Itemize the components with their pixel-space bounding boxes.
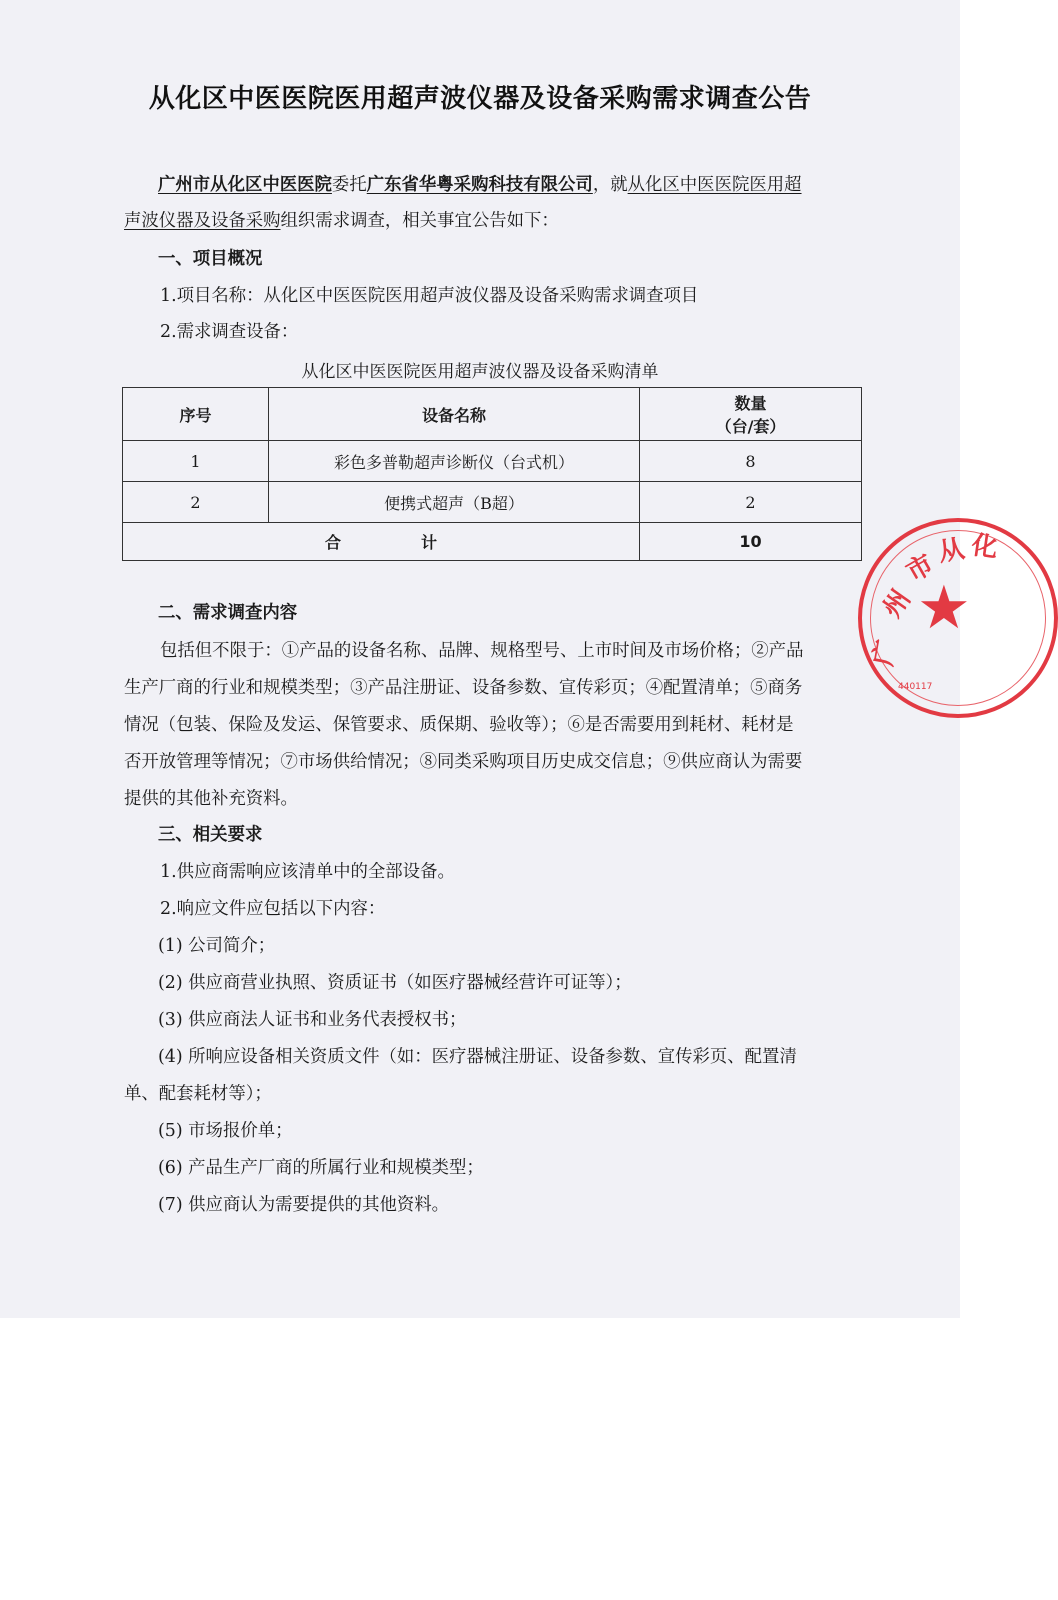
agency-name: 广东省华粤采购科技有限公司	[366, 175, 593, 195]
requirement-item: (6) 产品生产厂商的所属行业和规模类型；	[158, 1158, 484, 1178]
section2-line: 包括但不限于：①产品的设备名称、品牌、规格型号、上市时间及市场价格；②产品	[160, 641, 804, 661]
section3-item1: 1.供应商需响应该清单中的全部设备。	[160, 862, 455, 882]
intro-line-2: 声波仪器及设备采购组织需求调查，相关事宜公告如下：	[124, 211, 559, 231]
section2-heading: 二、需求调查内容	[158, 603, 298, 623]
section2-line: 生产厂商的行业和规模类型；③产品注册证、设备参数、宣传彩页；④配置清单；⑤商务	[124, 678, 803, 698]
requirement-item: (2) 供应商营业执照、资质证书（如医疗器械经营许可证等）；	[158, 973, 632, 993]
star-icon: ★	[917, 573, 971, 643]
requirement-item: (7) 供应商认为需要提供的其他资料。	[158, 1195, 450, 1215]
requirement-item: (1) 公司简介；	[158, 936, 276, 956]
col-header-qty: 数量 （台/套）	[640, 388, 862, 441]
section3-heading: 三、相关要求	[158, 825, 263, 845]
section2-line: 情况（包装、保险及发运、保管要求、质保期、验收等）；⑥是否需要用到耗材、耗材是	[124, 715, 794, 735]
intro-line-1: 广州市从化区中医医院委托广东省华粤采购科技有限公司，就从化区中医医院医用超	[158, 175, 802, 195]
section1-item1: 1.项目名称：从化区中医医院医用超声波仪器及设备采购需求调查项目	[160, 286, 699, 306]
requirement-item: (3) 供应商法人证书和业务代表授权书；	[158, 1010, 467, 1030]
table-caption: 从化区中医医院医用超声波仪器及设备采购清单	[301, 362, 659, 382]
row-qty: 8	[640, 441, 862, 482]
table-header-row	[123, 388, 862, 441]
requirement-item: (5) 市场报价单；	[158, 1121, 293, 1141]
seal-code: 440117	[898, 682, 933, 692]
section3-item2: 2.响应文件应包括以下内容：	[160, 899, 386, 919]
row-name: 便携式超声（B超）	[269, 482, 640, 523]
row-no: 2	[123, 482, 269, 523]
section2-line: 否开放管理等情况；⑦市场供给情况；⑧同类采购项目历史成交信息；⑨供应商认为需要	[124, 752, 803, 772]
section2-line: 提供的其他补充资料。	[124, 789, 298, 809]
row-name: 彩色多普勒超声诊断仪（台式机）	[269, 441, 640, 482]
official-seal: ★ 广 州 市 从 化 440117	[858, 518, 1058, 718]
col-header-no: 序号	[123, 388, 269, 441]
row-qty: 2	[640, 482, 862, 523]
table-row	[123, 482, 862, 523]
document-title: 从化区中医医院医用超声波仪器及设备采购需求调查公告	[148, 84, 812, 114]
row-no: 1	[123, 441, 269, 482]
requirement-item: (4) 所响应设备相关资质文件（如：医疗器械注册证、设备参数、宣传彩页、配置清	[158, 1047, 797, 1067]
hospital-name: 广州市从化区中医医院	[158, 175, 332, 195]
total-label: 合 计	[123, 523, 640, 561]
section1-item2: 2.需求调查设备：	[160, 322, 299, 342]
requirement-item: 单、配套耗材等）；	[124, 1084, 272, 1104]
table-total-row	[123, 523, 862, 561]
project-name-part2: 声波仪器及设备采购	[124, 211, 281, 231]
table-row	[123, 441, 862, 482]
total-value: 10	[640, 523, 862, 561]
project-name-part1: 从化区中医医院医用超	[627, 175, 802, 195]
col-header-name: 设备名称	[269, 388, 640, 441]
equipment-table	[122, 387, 862, 561]
section1-heading: 一、项目概况	[158, 249, 263, 269]
